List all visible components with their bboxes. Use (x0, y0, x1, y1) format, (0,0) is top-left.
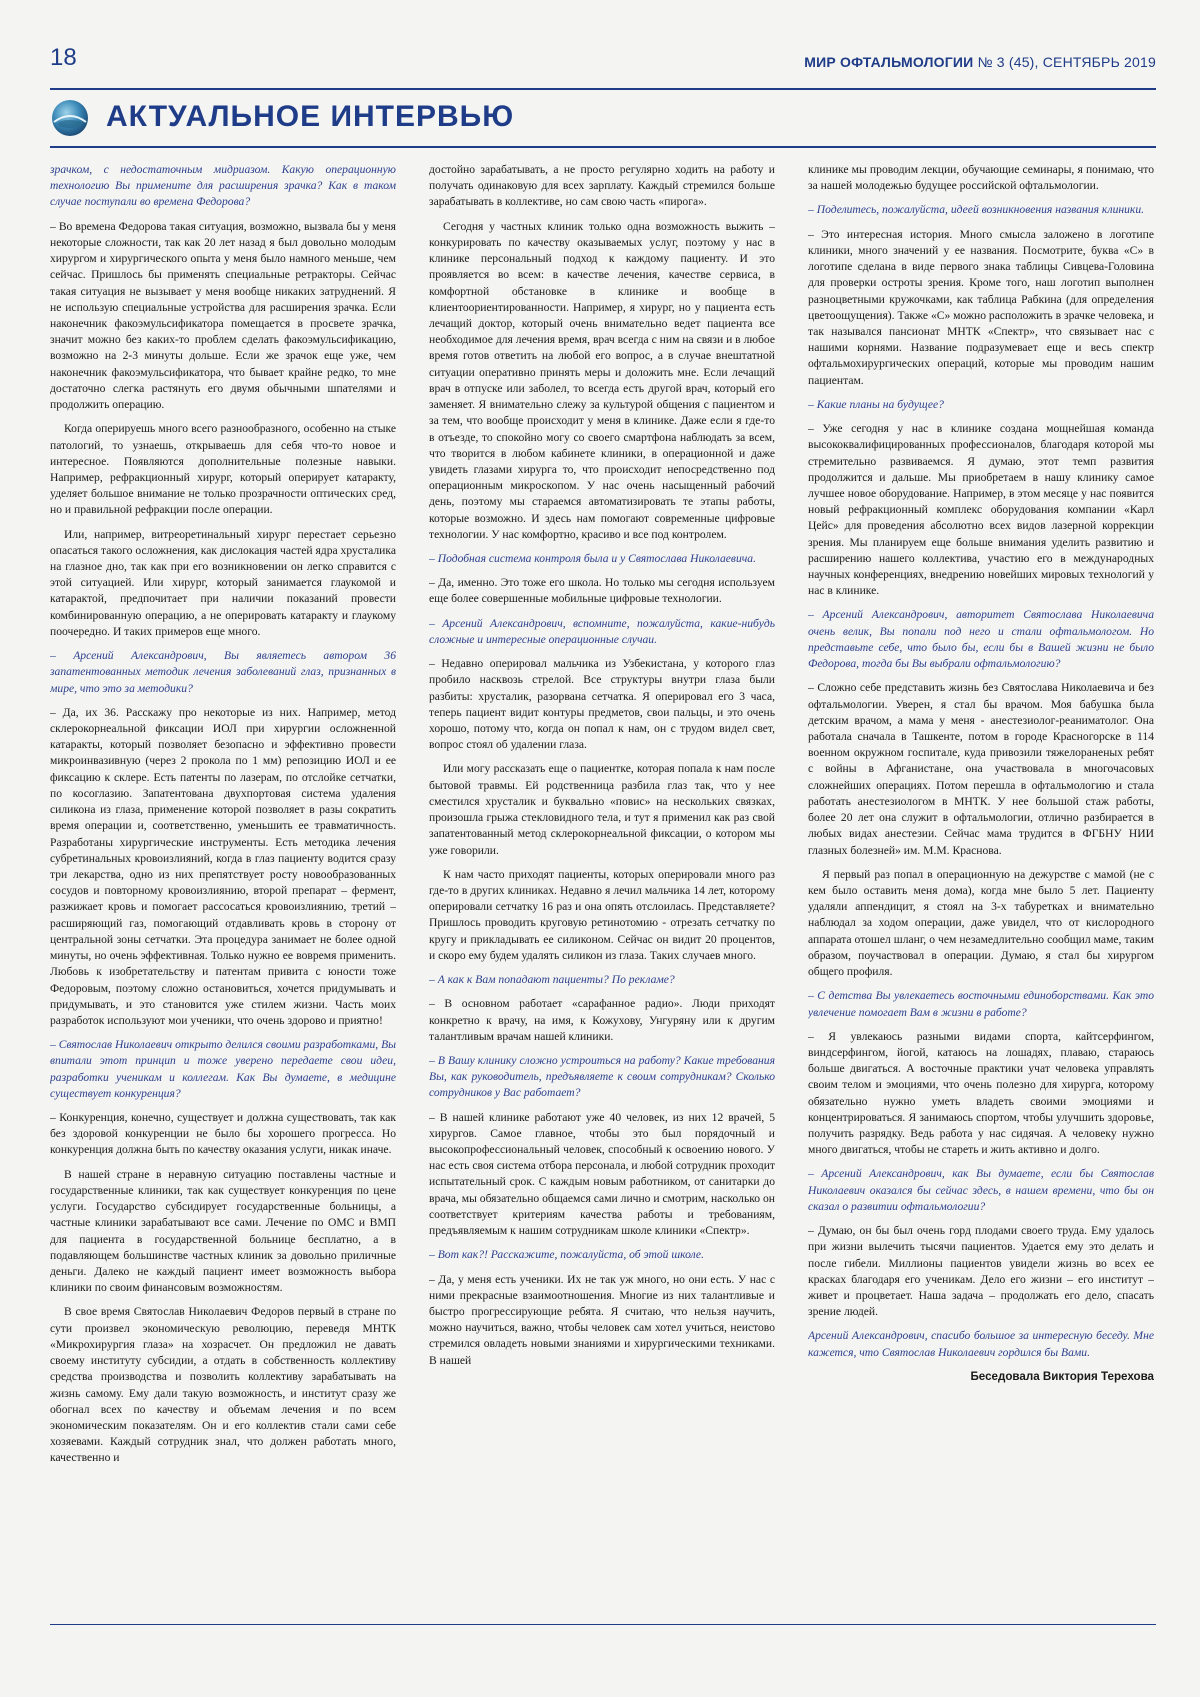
paragraph: – Я увлекаюсь разными видами спорта, кайтсерфингом, виндсерфингом, йогой, катаюсь на лошадях, плаваю, стараюсь больше двигаться. А восточные практики учат человека управлять своим телом и эмоциями, что очень полезно для хирурга, которому обязательно нужно уметь владеть своими эмоциями и концентрироваться. Я занимаюсь спортом, чтобы улучшить здоровье, получить разрядку. Ведь работа у нас сидячая. А человеку нужно много двигаться, чтобы не стареть и жить активно и долго. (808, 1029, 1154, 1157)
paragraph: – Конкуренция, конечно, существует и должна существовать, так как без здоровой конкуренции не было бы хорошего прогресса. Но конкуренция должна быть по качеству оказания услуги, никак иначе. (50, 1111, 396, 1157)
interview-question: – Арсений Александрович, Вы являетесь автором 36 запатентованных методик лечения заболеваний глаз, признанных в мире, что это за методики? (50, 649, 396, 695)
interview-question: Арсений Александрович, спасибо большое за интересную беседу. Мне кажется, что Святослав Николаевич гордился бы Вами. (808, 1329, 1154, 1359)
paragraph: Я первый раз попал в операционную на дежурстве с мамой (не с кем было оставить меня дома), когда мне было 5 лет. Пациенту удаляли аппендицит, я стоял на 3-х табуретках и внимательно наблюдал за ходом операции, даже увидел, что от кислородного аппарата отошел шланг, о чем незамедлительно сообщил маме, таким образом, поучаствовал в операции. Думаю, я стал бы хирургом общего профиля. (808, 867, 1154, 979)
title-rule (50, 146, 1156, 148)
interview-question: – Поделитесь, пожалуйста, идеей возникновения названия клиники. (808, 203, 1145, 217)
paragraph: – Да, именно. Это тоже его школа. Но только мы сегодня используем еще более совершенные мобильные цифровые технологии. (429, 576, 775, 606)
paragraph: – Да, у меня есть ученики. Их не так уж много, но они есть. У нас с ними прекрасные взаимоотношения. Многие из них талантливые и быстро прогрессирующие ребята. Я считаю, что нельзя научить, можно научиться, важно, чтобы человек сам хотел учиться, неистово стремился овладеть новыми знаниями и хирургическими техниками. В нашей (429, 1272, 775, 1367)
article-column-1 (50, 162, 396, 1602)
paragraph: – В нашей клинике работают уже 40 человек, из них 12 врачей, 5 хирургов. Самое главное, чтобы это был порядочный и высокопрофессиональный человек, способный к освоению нового. У нас есть своя система отбора персонала, и любой сотрудник проходит испытательный срок. С каждым новым работником, от санитарки до врача, мы обязательно общаемся сами лично и смотрим, насколько он соответствует критериям качества работы и требованиям, предъявляемым к нашим сотрудникам школе клиники «Спектр». (429, 1110, 775, 1238)
journal-line (804, 54, 1156, 70)
paragraph: К нам часто приходят пациенты, которых оперировали много раз где-то в других клиниках. Недавно я лечил мальчика 14 лет, которому оперировали сетчатку 16 раз и она опять отслоилась. Представляете? Пришлось проводить круговую ретинотомию - отрезать сетчатку по кругу и прикладывать ее силиконом. Сейчас он видит 20 процентов, и скоро ему будем удалять силикон из глаза. Таких случаев много. (429, 867, 775, 962)
paragraph: В нашей стране в неравную ситуацию поставлены частные и государственные клиники, так как существует конкуренция по цене услуги. Государство субсидирует государственные больницы, а частные клиники зарабатывают все сами. Лечение по ОМС и ВМП для пациента в государственной больнице бесплатно, а в подавляющем большинстве частных клиник за довольно приличные деньги. Далеко не каждый пациент имеет возможность выбора клиники по своим финансовым возможностям. (50, 1167, 396, 1295)
page-header (0, 0, 1200, 150)
interview-question: – Святослав Николаевич открыто делился своими разработками, Вы впитали этот принцип и тоже уверено передаете свои идеи, разработки ученикам и коллегам. Как Вы думаете, в медицине существует конкуренция? (50, 1038, 396, 1100)
footer-rule (50, 1624, 1156, 1625)
paragraph: Сегодня у частных клиник только одна возможность выжить – конкурировать по качеству оказываемых услуг, поэтому у нас в клинике персональный подход к каждому пациенту. И это проявляется во всем: в качестве лечения, качестве сервиса, в комфортной обстановке в клинике и вообще в клиентоориентированности. Например, я хирург, но у пациента есть лечащий доктор, который очень внимательно ведет пациента все необходимое для лечения время, врач всегда с ним на связи и в любое время готов ответить на любой его вопрос, а в случае внештатной ситуации оперативно принять меры и доложить мне. Если лечащий врач в отпуске или заболел, то всегда есть другой врач, который его заменяет. Я внимательно слежу за культурой общения с пациентом и за тем, что вообще происходит у меня в клинике. Даже если я где-то в отъезде, то спокойно могу со своего смартфона наблюдать за всем, что творится в любом кабинете клиники, в операционной и даже увидеть глазами хирурга то, что происходит непосредственно под операционным микроскопом. У нас очень насыщенный рабочий день, поэтому мы стараемся автоматизировать те этапы работы, которые возможно. И здесь нам помогают современные цифровые технологии. У нас комфортно, красиво и все под контролем. (429, 219, 775, 541)
interview-question: – Арсений Александрович, авторитет Святослава Николаевича очень велик, Вы попали под него и стали офтальмологом. Но представьте себе, что было бы, если бы в Вашей жизни не было Федорова, тогда бы Вы выбрали офтальмологию? (808, 608, 1154, 671)
paragraph: Или, например, витреоретинальный хирург перестает серьезно опасаться такого осложнения, как дислокация частей ядра хрусталика на глазное дно, так как при его возникновении он легко справится с этой ситуацией. Или хирург, который занимается глаукомой и катарактой, предпочитает при наличии показаний провести комбинированную операцию, а не оперировать катаракту и глаукому поочередно. И таких примеров еще много. (50, 527, 396, 638)
interview-question: – В Вашу клинику сложно устроиться на работу? Какие требования Вы, как руководитель, предъявляете к своим сотрудникам? Сколько сотрудников у Вас работает? (429, 1053, 775, 1100)
interview-question: – А как к Вам попадают пациенты? По рекламе? (429, 973, 675, 987)
paragraph: – Уже сегодня у нас в клинике создана мощнейшая команда высококвалифицированных профессионалов, благодаря которой мы стремительно развиваемся. Я думаю, этот темп развития продолжится и дальше. Мы приобретаем в нашу клинику самое лучшее новое оборудование. Например, в этом месяце у нас появится новый рефракционный комплекс оборудования компании «Карл Цейс» для проведения абсолютно всех видов лазерной коррекции зрения. Мы планируем еще больше внимания уделить развитию и расширению нашего коллектива, участию его в международных научных конференциях, внедрению новейших мировых технологий у нас в клинике. (808, 422, 1154, 598)
paragraph: клинике мы проводим лекции, обучающие семинары, я понимаю, что за нашей молодежью будущее российской офтальмологии. (808, 163, 1154, 193)
paragraph: В свое время Святослав Николаевич Федоров первый в стране по сути произвел экономическую революцию, переведя МНТК «Микрохирургия глаза» на хозрасчет. Он предложил не давать своему институту субсидии, а отдать в собственность коллективу средства производства и позволить коллективу зарабатывать на жизнь самому. Ему дали такую возможность, и институт сразу же обогнал всех по качеству и объемам лечения и по всем экономическим показателям. Он и его коллектив стали сами себе хозяевами. Каждый сотрудник знал, что должен работать много, качественно и (50, 1305, 396, 1465)
paragraph: – В основном работает «сарафанное радио». Люди приходят конкретно к врачу, на имя, к Кожухову, Унгуряну или к другим талантливым врачам нашей клиники. (429, 997, 775, 1043)
issue-info: № 3 (45), СЕНТЯБРЬ 2019 (977, 54, 1156, 70)
section-title: АКТУАЛЬНОЕ ИНТЕРВЬЮ (106, 100, 515, 133)
interview-question: – Какие планы на будущее? (808, 397, 944, 411)
interview-question: – Арсений Александрович, как Вы думаете, если бы Святослав Николаевич оказался бы сейчас здесь, в нашем времени, что бы он сказал о развитии офтальмологии? (808, 1167, 1154, 1213)
interview-question: зрачком, с недостаточным мидриазом. Какую операционную технологию Вы примените для расширения зрачка? Как в таком случае поступали во времена Федорова? (50, 163, 396, 209)
paragraph: – Недавно оперировал мальчика из Узбекистана, у которого глаз пробило насквозь стрелой. Все структуры внутри глаза были разбиты: хрусталик, разорвана сетчатка. Я оперировал его 3 часа, теперь пациент видит контуры предметов, свои пальцы, и это очень хорошо, потому что, когда он попал к нам, он с трудом видел свет, вопрос стоял об удалении глаза. (429, 657, 775, 752)
article-columns (50, 162, 1156, 1602)
paragraph: – Это интересная история. Много смысла заложено в логотипе клиники, много значений у ее названия. Посмотрите, буква «С» в логотипе сделана в виде первого знака таблицы Сивцева-Головина для проверки остроты зрения. Кроме того, наш логотип выполнен разноцветными кружочками, как таблица Рабкина (для определения цветоощущения). Также «С» можно расположить в зрачке человека, и так назывался пансионат МНТК «Спектр», что связывает нас с нашими корнями. Название подразумевает еще и весь спектр офтальмохирургических операций, которые мы проводим нашим пациентам. (808, 227, 1154, 387)
interview-question: – Арсений Александрович, вспомните, пожалуйста, какие-нибудь сложные и интересные операционные случаи. (429, 616, 775, 646)
journal-name: МИР ОФТАЛЬМОЛОГИИ (804, 54, 974, 70)
article-column-2 (429, 162, 775, 1602)
paragraph: – Думаю, он бы был очень горд плодами своего труда. Ему удалось при жизни вылечить тысячи пациентов. Удается ему это делать и после гибели. Миллионы пациентов увидели жизнь во всех ее красках благодаря его ученикам. Дело его жизни – его институт – живет и процветает. Наша задача – продолжать его дело, спасать зрение людей. (808, 1224, 1154, 1319)
paragraph: Когда оперируешь много всего разнообразного, особенно на стыке патологий, то узнаешь, открываешь для себя что-то новое и интересное. Появляются дополнительные полезные навыки. Например, рефракционный хирург, который оперирует катаракту, уделяет большое внимание не только прозрачности оптических сред, но и правильной рефракции после операции. (50, 422, 396, 517)
paragraph: достойно зарабатывать, а не просто регулярно ходить на работу и получать одинаковую для всех зарплату. Каждый стремился больше зарабатывать в коллективе, но сам свою часть «пирога». (429, 163, 775, 209)
page-number: 18 (50, 44, 77, 71)
paragraph: – Во времена Федорова такая ситуация, возможно, вызвала бы у меня некоторые сложности, так как 20 лет назад я был довольно молодым хирургом и хирургического опыта у меня было намного меньше, чем сейчас. Пришлось бы применять специальные ретракторы. Сейчас такая ситуация не вызывает у меня вообще никаких затруднений. Я не использую специальные устройства для расширения зрачка. Если наконечник факоэмульсификатора помещается в просвете зрачка, значит можно без каких-то проблем сделать факоэмульсификацию, возможно на 2-3 минуты дольше. Если же зрачок еще уже, чем наконечник факоэмульсификатора, что бывает крайне редко, то мне достаточно слегка растянуть его двумя обычными шпателями и продолжить операцию. (50, 219, 396, 412)
interview-question: – С детства Вы увлекаетесь восточными единоборствами. Как это увлечение помогает Вам в жизни в работе? (808, 989, 1154, 1019)
interview-question: – Вот как?! Расскажите, пожалуйста, об этой школе. (429, 1248, 704, 1262)
globe-eye-icon (50, 98, 90, 138)
paragraph: Или могу рассказать еще о пациентке, которая попала к нам после бытовой травмы. Ей родственница разбила глаз так, что у нее сместился хрусталик и буквально «повис» на нескольких связках, произошла грыжа стекловидного тела, и тут я применил как раз свой запатентованный метод склерокорнеальной фиксации, о котором мы уже говорили. (429, 762, 775, 857)
article-column-3 (808, 162, 1154, 1602)
header-rule (50, 88, 1156, 90)
byline: Беседовала Виктория Терехова (970, 1369, 1154, 1383)
paragraph: – Сложно себе представить жизнь без Святослава Николаевича и без офтальмологии. Уверен, я стал бы врачом. Моя бабушка была детским врачом, а мама у меня - анестезиолог-реаниматолог. Она работала сначала в Ташкенте, потом в городе Красногорске в 114 военном окружном госпитале, куда привозили тяжелораненых ребят с войны в Афганистане, она участвовала в многочасовых сложнейших операциях. Потом перешла в офтальмологию и стала работать анестезиологом в МНТК. У нее большой стаж работы, более 20 лет она служит в офтальмологии, отлично разбирается в любых видах анестезии. Сейчас мама трудится в ФГБНУ НИИ глазных болезней» им. М.М. Краснова. (808, 681, 1154, 857)
interview-question: – Подобная система контроля была и у Святослава Николаевича. (429, 552, 756, 566)
paragraph: – Да, их 36. Расскажу про некоторые из них. Например, метод склерокорнеальной фиксации ИОЛ при хирургии осложненной катаракты, который позволяет безопасно и эффективно провести микроинвазивную (через 2 прокола по 1 мм) репозицию ИОЛ и ее фиксацию к склере. Есть патенты по лазерам, по отслойке сетчатки, по косоглазию. Запатентована двухпортовая система удаления силикона из глаза, применение которой позволяет в разы сократить время операции и, соответственно, уменьшить ее травматичность. Разработаны хирургические инструменты. Есть методика лечения субретинальных кровоизлияний, когда в глаз пациенту водится сразу три лекарства, одно из них препятствует росту новообразованных сосудов и повторному кровоизлиянию, второй препарат – фермент, разжижает кровь и помогает рассосаться кровоизлиянию, третий – расширяющий газ, помогающий отдавливать кровь в сторону от центральной зоны сетчатки. Эта процедура занимает не более одной минуты, но очень эффективная. Только нужно ее вовремя применить. Любовь к изобретательству и патентам привита с юности тоже Федоровым, поэтому сложно остановиться, хочется придумывать и придумывать, и это становится уже стилем жизни. Часть моих разработок используют мои ученики, что очень здорово и приятно! (50, 705, 396, 1027)
